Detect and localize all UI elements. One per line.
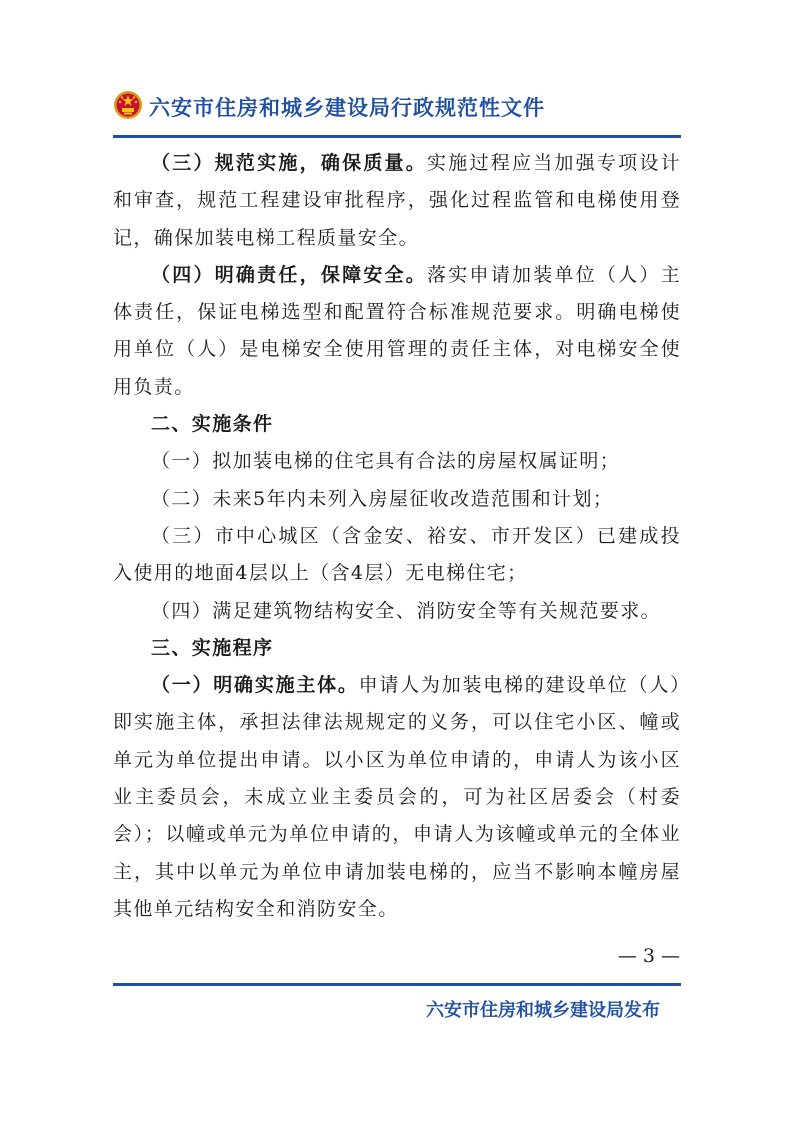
footer-divider: [113, 983, 681, 986]
paragraph-responsibility: [113, 257, 681, 406]
document-header: [113, 88, 681, 132]
condition-item: （一）拟加装电梯的住宅具有合法的房屋权属证明；: [151, 450, 621, 473]
paragraph-text: 落实申请加装单位（人）主体责任，保证电梯选型和配置符合标准规范要求。明确电梯使用单位（人）是电梯安全使用管理的责任主体，对电梯安全使用负责。: [113, 263, 681, 398]
header-divider: [113, 135, 681, 138]
condition-item: （四）满足建筑物结构安全、消防安全等有关规范要求。: [151, 599, 662, 622]
paragraph-text: 实施过程应当加强专项设计和审查，规范工程建设审批程序，强化过程监管和电梯使用登记，确保加装电梯工程质量安全。: [113, 152, 681, 249]
footer-publisher: 六安市住房和城乡建设局发布: [426, 1000, 660, 1021]
paragraph-lead: （三）规范实施，确保质量。: [151, 152, 428, 174]
paragraph-text: 申请人为加装电梯的建设单位（人）即实施主体，承担法律法规规定的义务，可以住宅小区、幢或单元为单位提出申请。以小区为单位申请的，申请人为该小区业主委员会，未成立业主委员会的，可为社区居委会（村委会）；以幢或单元为单位申请的，申请人为该幢或单元的全体业主，其中以单元为单位申请加装电梯的，应当不影响本幢房屋其他单元结构安全和消防安全。: [113, 674, 681, 920]
section-heading-procedure: 三、实施程序: [151, 636, 274, 659]
header-title: 六安市住房和城乡建设局行政规范性文件: [149, 96, 545, 120]
paragraph-subject: [113, 667, 681, 928]
section-heading-conditions: 二、实施条件: [151, 413, 274, 436]
page-number: — 3 —: [617, 945, 680, 967]
paragraph-lead: （四）明确责任，保障安全。: [151, 263, 428, 286]
paragraph-standardize: [113, 145, 681, 257]
condition-item: （二）未来5年内未列入房屋征收改造范围和计划；: [151, 487, 614, 510]
paragraph-lead: （一）明确实施主体。: [151, 674, 359, 697]
condition-item: （三）市中心城区（含金安、裕安、市开发区）已建成投入使用的地面4层以上（含4层）无电梯住宅；: [113, 524, 681, 585]
national-emblem-icon: [113, 90, 143, 120]
document-body: [113, 145, 681, 928]
